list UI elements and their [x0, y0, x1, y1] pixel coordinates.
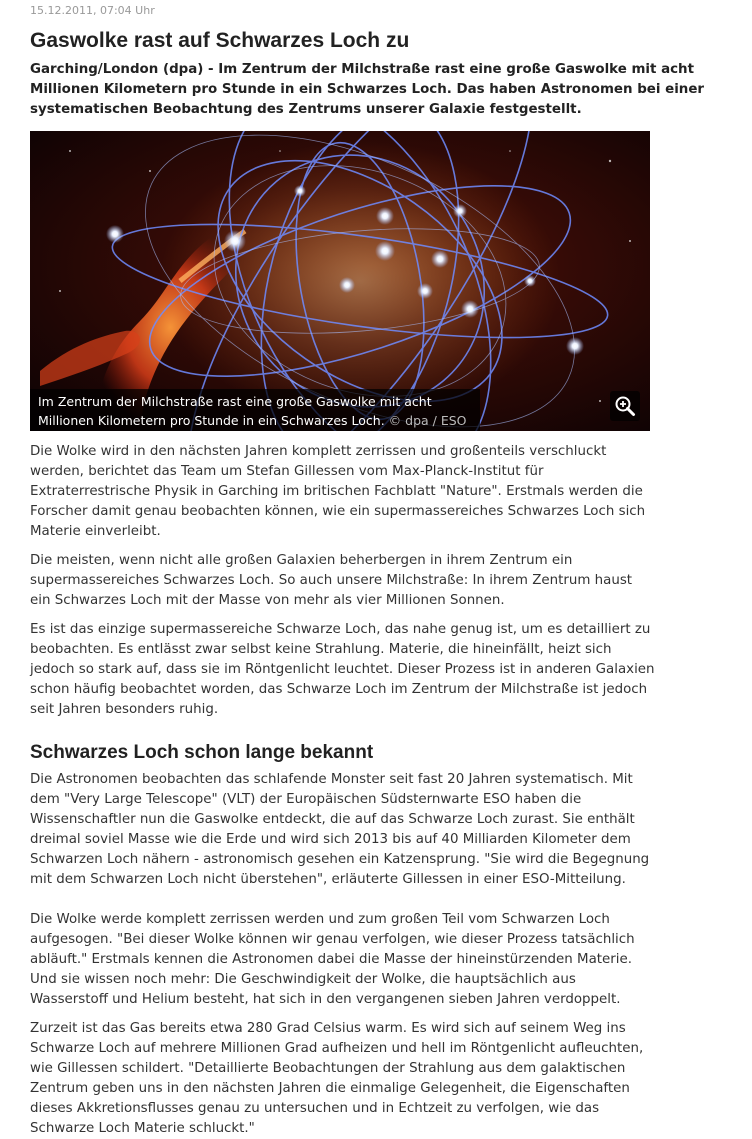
zoom-button[interactable] — [610, 391, 640, 421]
image-caption — [30, 389, 480, 431]
article-paragraph: Die Wolke werde komplett zerrissen werden und zum großen Teil vom Schwarzen Loch aufgesogen. "Bei dieser Wolke können wir genau verfolgen, wie dieser Prozess tatsächlich abläuft." Erstmals kennen die Astronomen dabei die Masse der hineinstürzenden Materie. Und sie wissen noch mehr: Die Geschwindigkeit der Wolke, die hauptsächlich aus Wasserstoff und Helium besteht, hat sich in den vergangenen sieben Jahren verdoppelt. — [30, 912, 635, 1007]
article-lead: Garching/London (dpa) - Im Zentrum der Milchstraße rast eine große Gaswolke mit acht Millionen Kilometern pro Stunde in ein Schwarzes Loch. Das haben Astronomen bei einer systematischen Beobachtung des Zentrums unserer Galaxie festgestellt. — [30, 62, 705, 117]
image-credit: © dpa / ESO — [388, 413, 467, 428]
zoom-in-icon — [614, 395, 636, 417]
caption-text: Im Zentrum der Milchstraße rast eine große Gaswolke mit acht Millionen Kilometern pro Stunde in ein Schwarzes Loch. — [38, 394, 432, 428]
article-headline: Gaswolke rast auf Schwarzes Loch zu — [30, 29, 410, 52]
article — [30, 0, 740, 1139]
article-paragraph: Die Astronomen beobachten das schlafende Monster seit fast 20 Jahren systematisch. Mit dem "Very Large Telescope" (VLT) der Europäischen Südsternwarte ESO haben die Wissenschaftler nun die Gaswolke entdeckt, die auf das Schwarze Loch zurast. Sie enthält dreimal soviel Masse wie die Erde und wird sich 2013 bis auf 40 Milliarden Kilometer dem Schwarzen Loch nähern - astronomisch gesehen ein Katzensprung. "Sie wird die Begegnung mit dem Schwarzen Loch nicht überstehen", erläuterte Gillessen in einer ESO-Mitteilung. — [30, 772, 650, 887]
galaxy-image — [30, 131, 650, 431]
article-paragraph: Zurzeit ist das Gas bereits etwa 280 Grad Celsius warm. Es wird sich auf seinem Weg ins Schwarze Loch auf mehrere Millionen Grad aufheizen und hell im Röntgenlicht aufleuchten, wie Gillessen schildert. "Detaillierte Beobachtungen der Strahlung aus dem galaktischen Zentrum geben uns in den nächsten Jahren die einmalige Gelegenheit, die Eigenschaften dieses Akkretionsflusses genau zu untersuchen und in Echtzeit zu verfolgen, wie das Schwarze Loch Materie schluckt." — [30, 1021, 644, 1136]
article-image[interactable] — [30, 131, 650, 431]
article-subheading: Schwarzes Loch schon lange bekannt — [30, 742, 374, 763]
article-paragraph: Es ist das einzige supermassereiche Schwarze Loch, das nahe genug ist, um es detailliert zu beobachten. Es entlässt zwar selbst keine Strahlung. Materie, die hineinfällt, heizt sich jedoch so stark auf, dass sie im Röntgenlicht leuchtet. Dieser Prozess ist in anderen Galaxien schon häufig beobachtet worden, das Schwarze Loch im Zentrum der Milchstraße ist jedoch seit Jahren besonders ruhig. — [30, 622, 655, 717]
article-paragraph: Die Wolke wird in den nächsten Jahren komplett zerrissen und großenteils verschluckt werden, berichtet das Team um Stefan Gillessen vom Max-Planck-Institut für Extraterrestrische Physik in Garching im britischen Fachblatt "Nature". Erstmals werden die Forscher damit genau beobachten können, wie ein supermassereiches Schwarzes Loch sich Materie einverleibt. — [30, 444, 646, 539]
article-dateline: 15.12.2011, 07:04 Uhr — [30, 4, 155, 17]
article-paragraph: Die meisten, wenn nicht alle großen Galaxien beherbergen in ihrem Zentrum ein supermassereiches Schwarzes Loch. So auch unsere Milchstraße: In ihrem Zentrum haust ein Schwarzes Loch mit der Masse von mehr als vier Millionen Sonnen. — [30, 553, 633, 608]
